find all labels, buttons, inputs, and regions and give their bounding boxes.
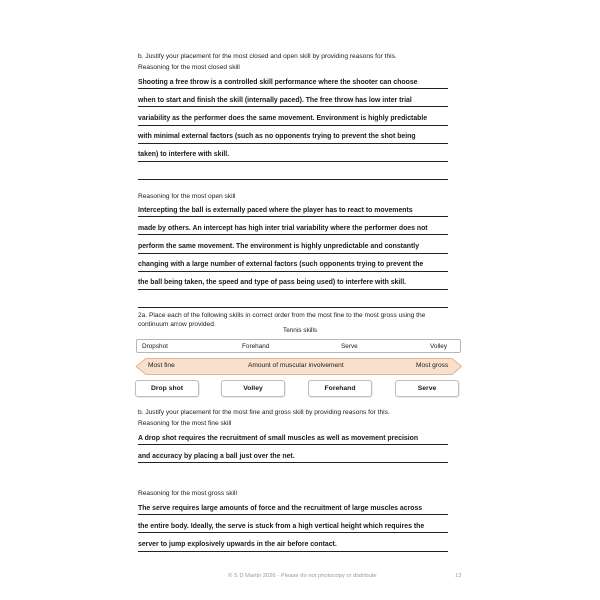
answer-line: changing with a large number of external factors (such opponents trying to prevent the bbox=[138, 254, 448, 272]
fine-skill-label: Reasoning for the most fine skill bbox=[138, 420, 232, 427]
continuum-title: Tennis skills bbox=[283, 327, 318, 334]
answer-line bbox=[138, 290, 448, 308]
answer-box: Serve bbox=[395, 380, 459, 397]
answer-line: perform the same movement. The environment is highly unpredictable and constantly bbox=[138, 235, 448, 253]
answer-line: The serve requires large amounts of force and the recruitment of large muscles across bbox=[138, 497, 448, 515]
question-2a-line2: continuum arrow provided. bbox=[138, 321, 216, 328]
answer-line: when to start and finish the skill (internally paced). The free throw has low inter trial bbox=[138, 89, 448, 107]
answer-line: the ball being taken, the speed and type of pass being used) to interfere with skill. bbox=[138, 272, 448, 290]
question-2a-line1: 2a. Place each of the following skills in correct order from the most fine to the most gross using the bbox=[138, 312, 426, 319]
answer-line: and accuracy by placing a ball just over the net. bbox=[138, 445, 448, 463]
footer-copyright: © S D Martin 2026 - Please do not photocopy or distribute bbox=[228, 573, 377, 579]
open-skill-label: Reasoning for the most open skill bbox=[138, 193, 236, 200]
arrow-right-label: Most gross bbox=[416, 362, 449, 369]
answer-line: variability as the performer does the same movement. Environment is highly predictable bbox=[138, 107, 448, 125]
answer-box: Volley bbox=[221, 380, 285, 397]
open-skill-answer bbox=[138, 199, 448, 308]
page-number: 13 bbox=[455, 573, 462, 579]
skill-item: Forehand bbox=[242, 343, 270, 350]
answer-line: taken) to interfere with skill. bbox=[138, 144, 448, 162]
skill-item: Serve bbox=[341, 343, 358, 350]
continuum-arrow bbox=[136, 358, 462, 375]
fine-skill-answer bbox=[138, 427, 448, 463]
question-b-closed-open: b. Justify your placement for the most closed and open skill by providing reasons for this. bbox=[138, 53, 397, 60]
answer-line: Shooting a free throw is a controlled skill performance where the shooter can choose bbox=[138, 71, 448, 89]
answer-line: server to jump explosively upwards in the air before contact. bbox=[138, 533, 448, 551]
arrow-middle-label: Amount of muscular involvement bbox=[248, 362, 344, 369]
skill-item: Volley bbox=[430, 343, 448, 350]
skills-list-bar bbox=[136, 339, 461, 353]
arrow-left-label: Most fine bbox=[148, 362, 175, 369]
answer-box: Forehand bbox=[308, 380, 372, 397]
gross-skill-answer bbox=[138, 497, 448, 552]
skill-item: Dropshot bbox=[142, 343, 168, 350]
answer-line: with minimal external factors (such as no opponents trying to prevent the shot being bbox=[138, 126, 448, 144]
closed-skill-answer bbox=[138, 71, 448, 180]
answer-box: Drop shot bbox=[135, 380, 199, 397]
answer-line: Intercepting the ball is externally paced where the player has to react to movements bbox=[138, 199, 448, 217]
answer-line bbox=[138, 162, 448, 180]
answer-line: the entire body. Ideally, the serve is stuck from a high vertical height which requires the bbox=[138, 515, 448, 533]
question-b-fine-gross: b. Justify your placement for the most fine and gross skill by providing reasons for this. bbox=[138, 409, 390, 416]
gross-skill-label: Reasoning for the most gross skill bbox=[138, 490, 237, 497]
answer-line: A drop shot requires the recruitment of small muscles as well as movement precision bbox=[138, 427, 448, 445]
closed-skill-label: Reasoning for the most closed skill bbox=[138, 64, 240, 71]
answer-line: made by others. An intercept has high inter trial variability where the performer does not bbox=[138, 217, 448, 235]
